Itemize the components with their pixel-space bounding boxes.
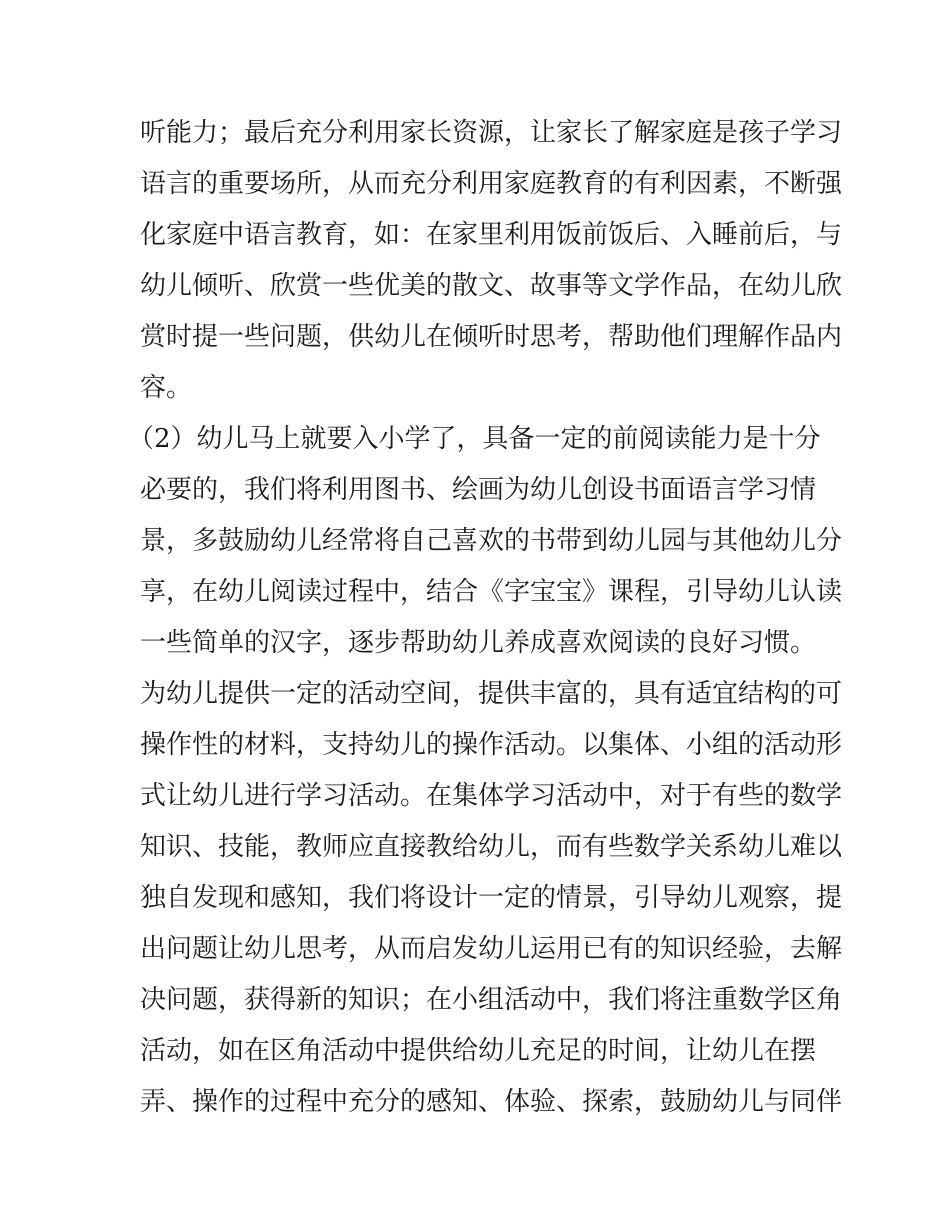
text-line: 决问题，获得新的知识；在小组活动中，我们将注重数学区角 xyxy=(140,985,843,1015)
text-line: 化家庭中语言教育，如：在家里利用饭前饭后、入睡前后，与 xyxy=(140,220,843,250)
text-line: 必要的，我们将利用图书、绘画为幼儿创设书面语言学习情 xyxy=(140,475,817,505)
text-line: （2）幼儿马上就要入小学了，具备一定的前阅读能力是十分 xyxy=(128,424,821,454)
text-line: 赏时提一些问题，供幼儿在倾听时思考，帮助他们理解作品内 xyxy=(140,322,843,352)
text-line: 听能力；最后充分利用家长资源，让家长了解家庭是孩子学习 xyxy=(140,118,843,148)
text-line: 弄、操作的过程中充分的感知、体验、探索，鼓励幼儿与同伴 xyxy=(140,1087,843,1117)
text-line: 为幼儿提供一定的活动空间，提供丰富的，具有适宜结构的可 xyxy=(140,679,843,709)
body-text xyxy=(128,108,843,1128)
text-line: 语言的重要场所，从而充分利用家庭教育的有利因素，不断强 xyxy=(140,169,843,199)
text-line: 式让幼儿进行学习活动。在集体学习活动中，对于有些的数学 xyxy=(140,781,843,811)
text-line: 独自发现和感知，我们将设计一定的情景，引导幼儿观察，提 xyxy=(140,883,843,913)
text-line: 知识、技能，教师应直接教给幼儿，而有些数学关系幼儿难以 xyxy=(140,832,843,862)
text-line: 享，在幼儿阅读过程中，结合《字宝宝》课程，引导幼儿认读 xyxy=(140,577,843,607)
text-line: 出问题让幼儿思考，从而启发幼儿运用已有的知识经验，去解 xyxy=(140,934,843,964)
text-line: 幼儿倾听、欣赏一些优美的散文、故事等文学作品，在幼儿欣 xyxy=(140,271,843,301)
text-line: 容。 xyxy=(140,373,193,403)
text-line: 一些简单的汉字，逐步帮助幼儿养成喜欢阅读的良好习惯。 xyxy=(140,628,817,658)
text-line: 活动，如在区角活动中提供给幼儿充足的时间，让幼儿在摆 xyxy=(140,1036,817,1066)
text-line: 操作性的材料，支持幼儿的操作活动。以集体、小组的活动形 xyxy=(140,730,843,760)
text-line: 景，多鼓励幼儿经常将自己喜欢的书带到幼儿园与其他幼儿分 xyxy=(140,526,843,556)
